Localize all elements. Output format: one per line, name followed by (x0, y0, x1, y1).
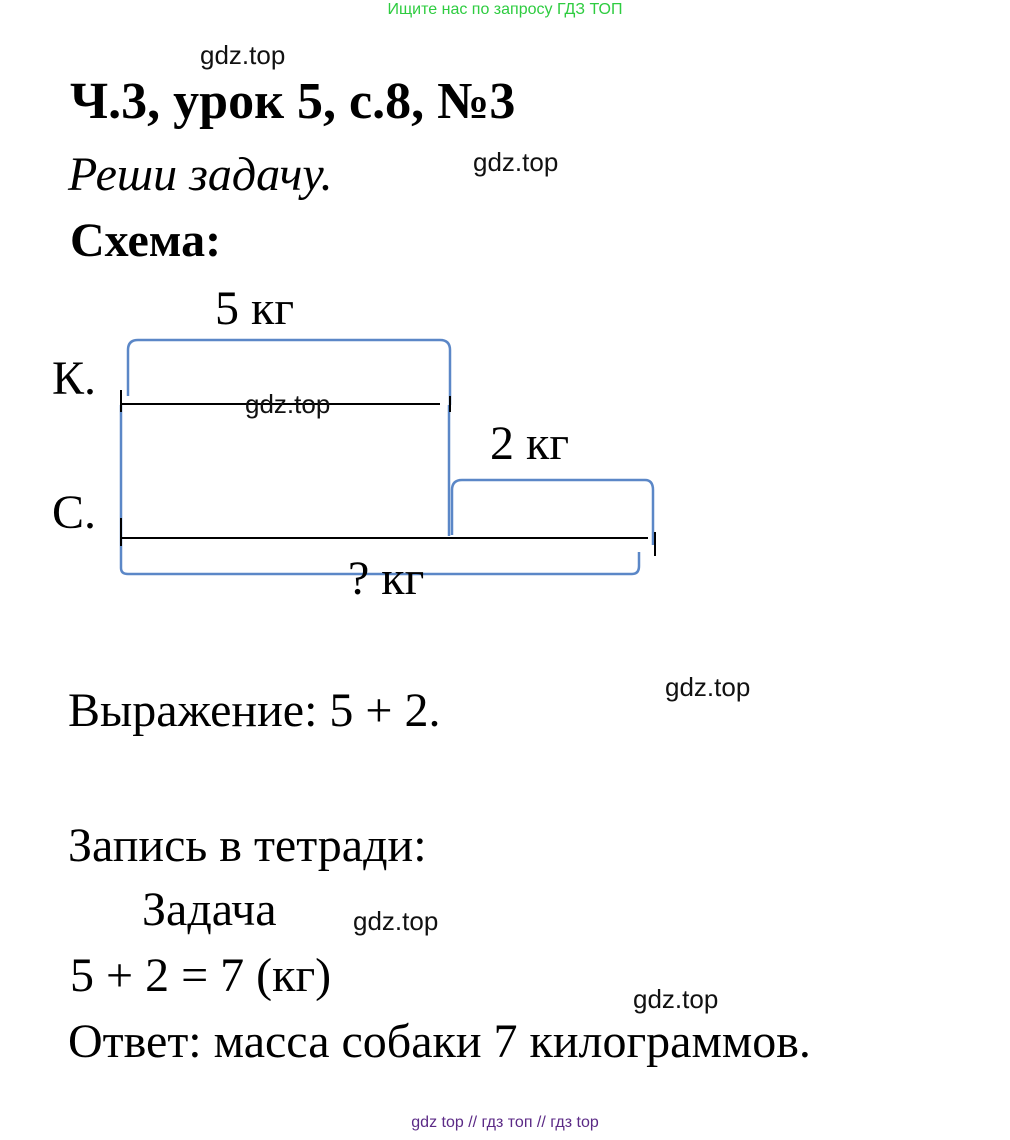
brace-extra-2kg (452, 480, 653, 545)
watermark: gdz.top (200, 40, 286, 70)
solution: 5 + 2 = 7 (кг) (70, 949, 332, 1002)
label-total: ? кг (348, 552, 425, 605)
watermark: gdz.top (473, 147, 559, 177)
footer-links[interactable]: gdz top // гдз топ // гдз top (411, 1114, 599, 1131)
label-top-5kg: 5 кг (215, 282, 295, 335)
label-extra-2kg: 2 кг (490, 417, 570, 470)
notebook-heading: Запись в тетради: (68, 819, 427, 872)
watermark: gdz.top (633, 984, 719, 1014)
page-title: Ч.3, урок 5, с.8, №3 (70, 73, 516, 130)
label-row-s: С. (52, 486, 97, 539)
watermark: gdz.top (353, 906, 439, 936)
label-row-k: К. (52, 352, 97, 405)
scheme-heading: Схема: (70, 214, 222, 267)
watermark: gdz.top (245, 389, 331, 419)
expression: Выражение: 5 + 2. (68, 684, 441, 737)
answer: Ответ: масса собаки 7 килограммов. (68, 1015, 811, 1068)
task-label: Задача (142, 883, 277, 936)
task-instruction: Реши задачу. (68, 148, 333, 201)
top-banner[interactable]: Ищите нас по запросу ГДЗ ТОП (387, 1, 623, 18)
watermark: gdz.top (665, 672, 751, 702)
